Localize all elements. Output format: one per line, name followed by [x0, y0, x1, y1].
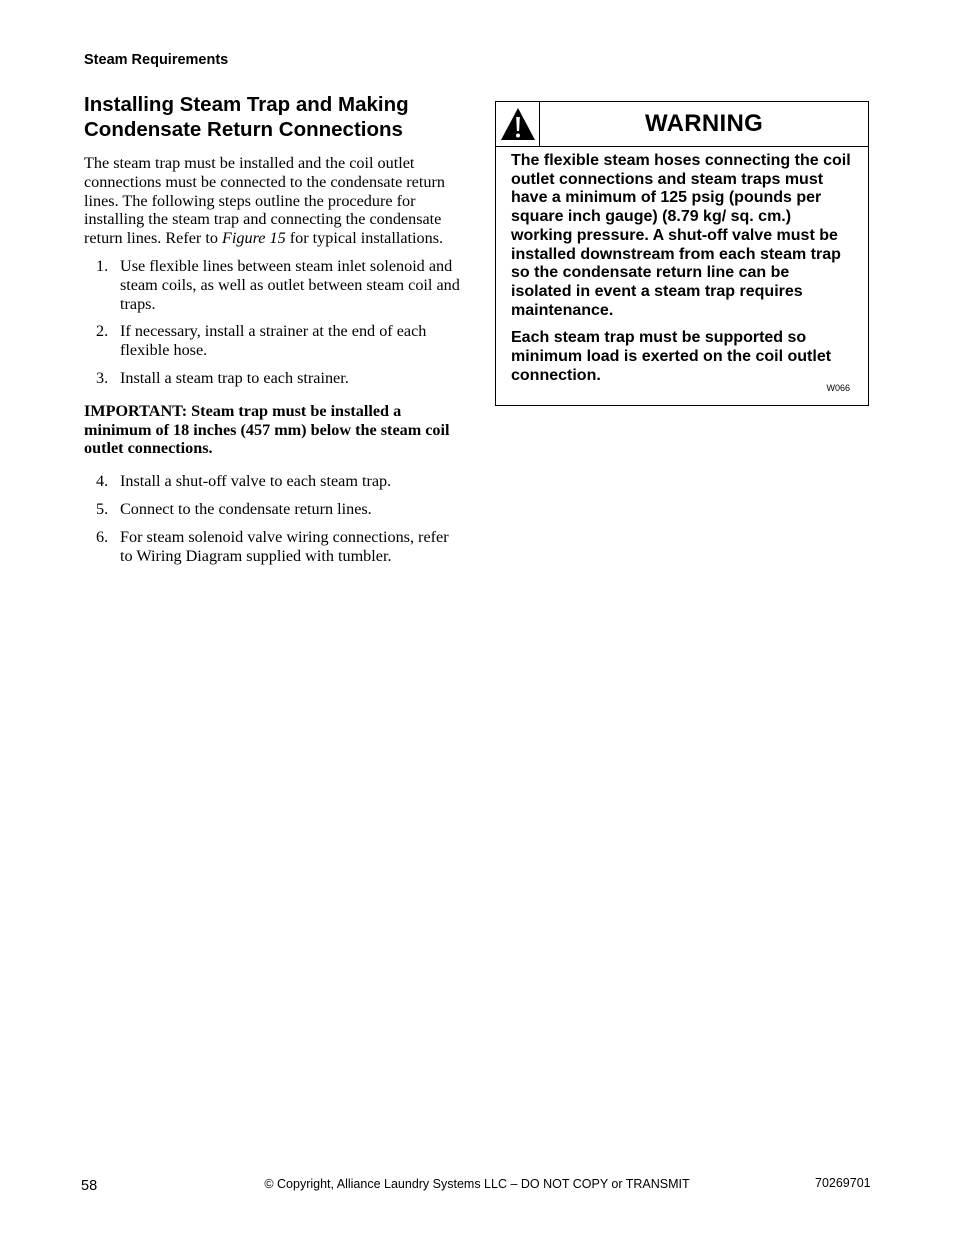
step-text: Install a steam trap to each strainer. [120, 368, 349, 387]
step-text: For steam solenoid valve wiring connections, refer to Wiring Diagram supplied with tumbler. [120, 527, 449, 565]
running-header: Steam Requirements [84, 52, 229, 68]
list-item [84, 369, 462, 388]
warning-code: W066 [826, 383, 850, 393]
warning-paragraph: Each steam trap must be supported so minimum load is exerted on the coil outlet connection. [511, 329, 832, 384]
important-note: IMPORTANT: Steam trap must be installed a minimum of 18 inches (457 mm) below the steam coil outlet connections. [84, 401, 450, 458]
list-item [84, 322, 462, 360]
steps-list-part-2 [84, 472, 462, 565]
step-text: Connect to the condensate return lines. [120, 499, 372, 518]
intro-text: The steam trap must be installed and the coil outlet connections must be connected to the condensate return lines. The following steps outline the procedure for installing the steam trap and connecting the condensate return lines. Refer to [84, 154, 445, 248]
step-number: 2. [96, 322, 109, 341]
copyright-notice: © Copyright, Alliance Laundry Systems LLC – DO NOT COPY or TRANSMIT [264, 1177, 690, 1191]
warning-icon-cell [496, 102, 540, 146]
section-title-line-2: Condensate Return Connections [84, 118, 403, 141]
step-number: 1. [96, 256, 109, 275]
section-title-line-1: Installing Steam Trap and Making [84, 93, 409, 116]
warning-title: WARNING [644, 110, 764, 137]
section-title [84, 92, 462, 142]
page-number: 58 [81, 1178, 98, 1194]
list-item [84, 500, 462, 519]
intro-paragraph [84, 154, 462, 248]
list-item [84, 257, 462, 313]
main-column [84, 92, 462, 579]
step-text: Install a shut-off valve to each steam trap. [120, 472, 392, 491]
step-number: 3. [96, 368, 109, 387]
warning-body [496, 147, 868, 385]
list-item [84, 472, 462, 491]
steps-list-part-1 [84, 257, 462, 388]
step-number: 5. [96, 499, 109, 518]
warning-paragraph: The flexible steam hoses connecting the coil outlet connections and steam traps must have a minimum of 125 psig (pounds per square inch gauge) (8.79 kg/ sq. cm.) working pressure. A shut-off valve must be installed downstream from each steam trap so the condensate return line can be isolated in event a steam trap requires maintenance. [511, 152, 851, 319]
warning-box [495, 101, 869, 406]
warning-header [496, 102, 868, 147]
step-text: Use flexible lines between steam inlet solenoid and steam coils, as well as outlet between steam coil and traps. [120, 256, 460, 313]
figure-reference: Figure 15 [222, 229, 286, 248]
step-number: 4. [96, 472, 109, 491]
step-text: If necessary, install a strainer at the end of each flexible hose. [120, 322, 427, 360]
step-number: 6. [96, 527, 109, 546]
document-number: 70269701 [815, 1176, 871, 1190]
list-item [84, 528, 462, 566]
intro-text-end: for typical installations. [285, 229, 444, 248]
warning-triangle-icon [499, 106, 537, 142]
